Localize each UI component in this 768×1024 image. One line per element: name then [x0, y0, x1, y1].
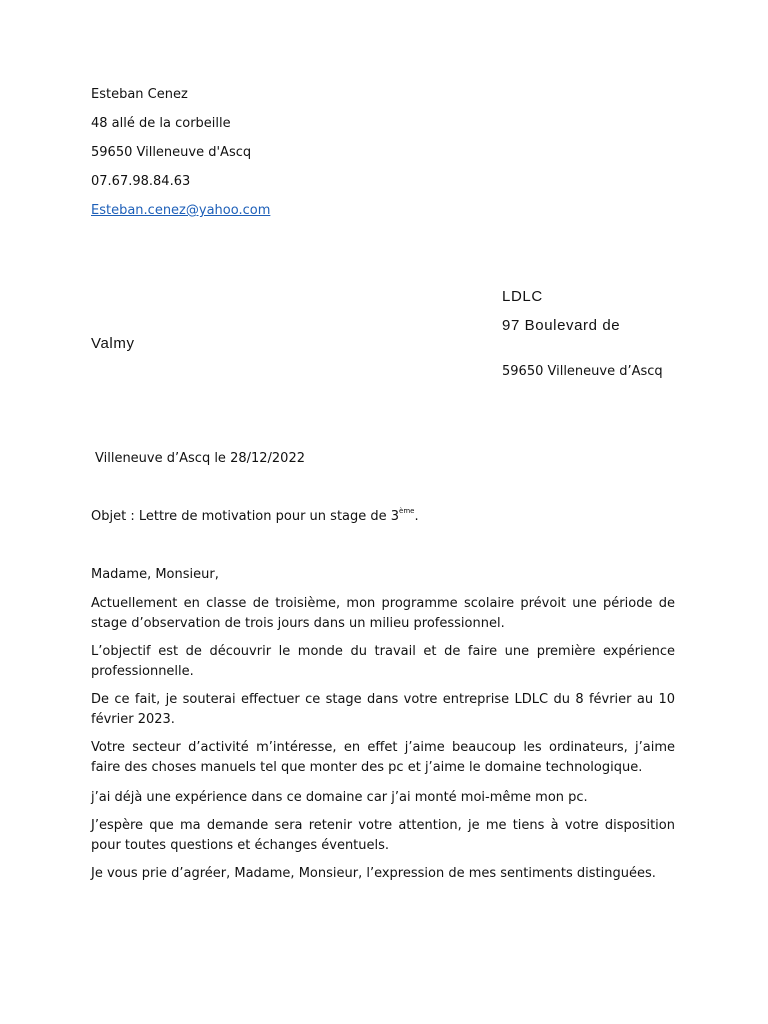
date-line: Villeneuve d’Ascq le 28/12/2022	[95, 451, 305, 466]
subject-line	[91, 509, 419, 525]
body-paragraph-7: Je vous prie d’agréer, Madame, Monsieur, l’expression de mes sentiments distinguées.	[91, 866, 656, 881]
body-paragraph-2: L’objectif est de découvrir le monde du travail et de faire une première expérience professionnelle.	[91, 644, 675, 679]
body-paragraph-6: J’espère que ma demande sera retenir votre attention, je me tiens à votre disposition pour toutes questions et échanges éventuels.	[91, 818, 675, 853]
body-paragraph-1: Actuellement en classe de troisième, mon programme scolaire prévoit une période de stage d’observation de trois jours dans un milieu professionnel.	[91, 596, 675, 631]
body-paragraph-5: j’ai déjà une expérience dans ce domaine car j’ai monté moi-même mon pc.	[91, 790, 588, 805]
subject-suffix: .	[414, 509, 419, 524]
sender-city: 59650 Villeneuve d'Ascq	[91, 145, 252, 160]
recipient-street-line2: Valmy	[91, 335, 135, 352]
recipient-company: LDLC	[502, 288, 543, 305]
sender-name: Esteban Cenez	[91, 87, 188, 102]
subject-superscript: ème	[399, 507, 415, 515]
sender-phone: 07.67.98.84.63	[91, 174, 191, 189]
body-paragraph-3: De ce fait, je souterai effectuer ce stage dans votre entreprise LDLC du 8 février au 10 février 2023.	[91, 692, 675, 727]
sender-email-link[interactable]: Esteban.cenez@yahoo.com	[91, 203, 271, 218]
greeting: Madame, Monsieur,	[91, 567, 219, 582]
sender-street: 48 allé de la corbeille	[91, 116, 231, 131]
body-paragraph-4: Votre secteur d’activité m’intéresse, en effet j’aime beaucoup les ordinateurs, j’aime faire des choses manuels tel que monter des pc et j’aime le domaine technologique.	[91, 740, 675, 775]
recipient-street-line1: 97 Boulevard de	[502, 317, 621, 334]
recipient-city: 59650 Villeneuve d’Ascq	[502, 364, 663, 379]
subject-text: Objet : Lettre de motivation pour un stage de 3	[91, 509, 400, 524]
